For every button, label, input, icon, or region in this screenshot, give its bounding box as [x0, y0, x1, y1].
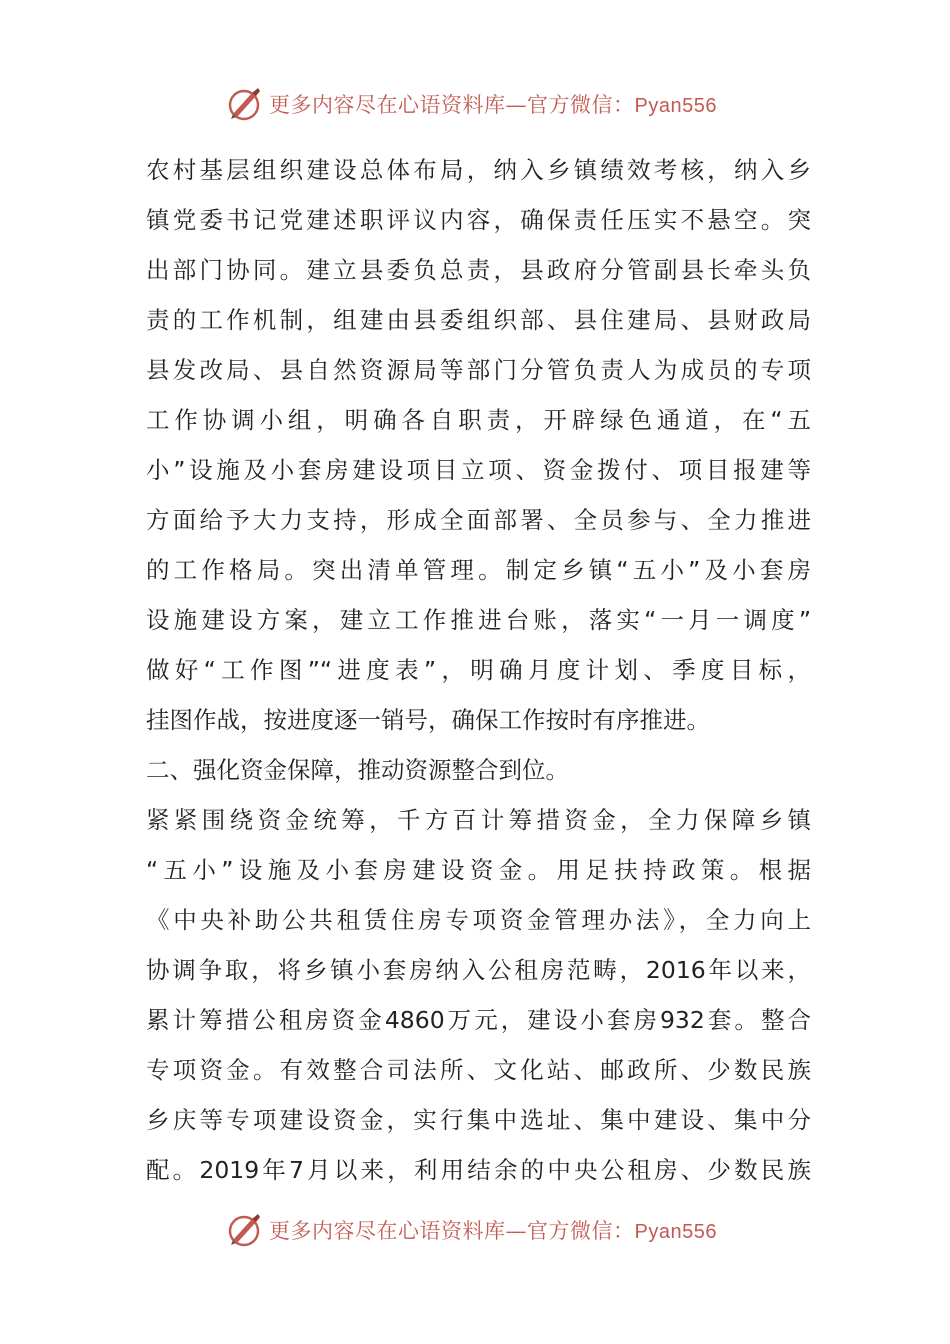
text-line: 农村基层组织建设总体布局，纳入乡镇绩效考核，纳入乡: [146, 156, 811, 184]
pen-circle-logo-icon: [225, 84, 265, 124]
text-line: 的工作格局。突出清单管理。制定乡镇“五小”及小套房: [146, 556, 811, 584]
text-line: 挂图作战，按进度逐一销号，确保工作按时有序推进。: [146, 706, 710, 734]
text-line: 方面给予大力支持，形成全面部署、全员参与、全力推进: [146, 506, 811, 534]
body-text: [146, 145, 811, 1195]
header-banner: [225, 84, 745, 124]
header-banner-text: 更多内容尽在心语资料库—官方微信：Pyan556: [269, 93, 717, 117]
footer-banner-text: 更多内容尽在心语资料库—官方微信：Pyan556: [269, 1219, 717, 1243]
footer-wechat-id: Pyan556: [634, 1221, 717, 1243]
text-line: 紧紧围绕资金统筹，千方百计筹措资金，全力保障乡镇: [146, 806, 811, 834]
text-line: 小”设施及小套房建设项目立项、资金拨付、项目报建等: [146, 456, 811, 484]
text-line: 镇党委书记党建述职评议内容，确保责任压实不悬空。突: [146, 206, 811, 234]
text-line: 协调争取，将乡镇小套房纳入公租房范畴，2016年以来，: [146, 956, 811, 984]
footer-banner: [225, 1210, 745, 1250]
text-line: 出部门协同。建立县委负总责，县政府分管副县长牵头负: [146, 256, 811, 284]
text-line: 专项资金。有效整合司法所、文化站、邮政所、少数民族: [146, 1056, 811, 1084]
text-line: 县发改局、县自然资源局等部门分管负责人为成员的专项: [146, 356, 811, 384]
header-wechat-id: Pyan556: [634, 95, 717, 117]
text-line: 乡庆等专项建设资金，实行集中选址、集中建设、集中分: [146, 1106, 811, 1134]
text-line: 累计筹措公租房资金4860万元，建设小套房932套。整合: [146, 1006, 811, 1034]
text-line: 配。2019年7月以来，利用结余的中央公租房、少数民族: [146, 1156, 811, 1184]
text-line: 工作协调小组，明确各自职责，开辟绿色通道，在“五: [146, 406, 811, 434]
text-line: “五小”设施及小套房建设资金。用足扶持政策。根据: [146, 856, 811, 884]
text-line: 设施建设方案，建立工作推进台账，落实“一月一调度”: [146, 606, 811, 634]
text-line: 责的工作机制，组建由县委组织部、县住建局、县财政局: [146, 306, 811, 334]
text-line: 做好“工作图”“进度表”，明确月度计划、季度目标，: [146, 656, 811, 684]
text-line: 《中央补助公共租赁住房专项资金管理办法》，全力向上: [146, 906, 811, 934]
pen-circle-logo-icon: [225, 1210, 265, 1250]
section-heading: 二、强化资金保障，推动资源整合到位。: [146, 756, 569, 784]
